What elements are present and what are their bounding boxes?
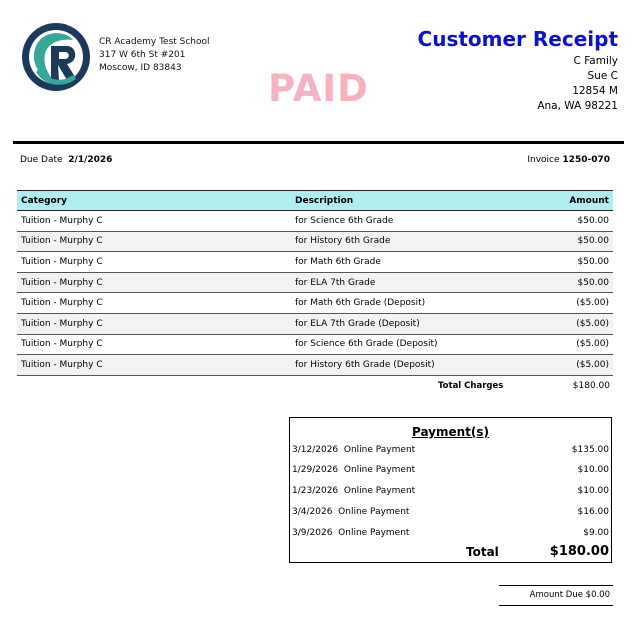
table-row — [17, 313, 613, 334]
total-charges-label: Total Charges — [438, 381, 504, 391]
payment-row — [292, 486, 609, 500]
receipt-title: Customer Receipt — [417, 27, 618, 51]
table-row — [17, 334, 613, 355]
invoice-label: Invoice — [527, 155, 560, 165]
payment-amount: $9.00 — [583, 528, 609, 538]
header-divider — [13, 141, 624, 144]
school-name: CR Academy Test School — [99, 37, 210, 47]
payment-row — [292, 445, 609, 459]
customer-line: C Family — [573, 55, 618, 67]
cell-description: for History 6th Grade — [291, 231, 529, 252]
paid-stamp: PAID — [268, 67, 369, 110]
cell-amount: ($5.00) — [529, 293, 613, 314]
amount-due-label: Amount Due — [529, 590, 583, 600]
cr-logo-icon — [21, 22, 91, 92]
cell-amount: ($5.00) — [529, 355, 613, 376]
column-header-description: Description — [291, 191, 529, 211]
cell-category: Tuition - Murphy C — [17, 272, 291, 293]
invoice-value: 1250-070 — [562, 155, 610, 165]
invoice-number — [527, 155, 610, 165]
customer-line: Sue C — [587, 70, 618, 82]
cell-description: for Science 6th Grade (Deposit) — [291, 334, 529, 355]
amount-due-bottom-rule — [499, 605, 613, 606]
payments-total-value: $180.00 — [549, 544, 609, 559]
payment-row — [292, 528, 609, 542]
cell-description: for History 6th Grade (Deposit) — [291, 355, 529, 376]
school-address-line2: Moscow, ID 83843 — [99, 63, 182, 73]
school-logo — [21, 22, 91, 92]
due-date-value: 2/1/2026 — [68, 155, 113, 165]
payment-method: Online Payment — [343, 445, 416, 455]
cell-description: for ELA 7th Grade — [291, 272, 529, 293]
column-header-category: Category — [17, 191, 291, 211]
column-header-amount: Amount — [529, 191, 613, 211]
payment-amount: $16.00 — [577, 507, 609, 517]
cell-amount: $50.00 — [529, 252, 613, 273]
payments-title: Payment(s) — [411, 425, 490, 439]
payment-date: 3/9/2026 — [292, 528, 333, 538]
payments-box — [289, 417, 612, 563]
table-row — [17, 231, 613, 252]
cell-category: Tuition - Murphy C — [17, 231, 291, 252]
due-date — [20, 155, 112, 165]
payment-row — [292, 465, 609, 479]
cell-description: for ELA 7th Grade (Deposit) — [291, 313, 529, 334]
charges-header-row — [17, 191, 613, 211]
cell-description: for Math 6th Grade — [291, 252, 529, 273]
table-row — [17, 355, 613, 376]
charges-table — [17, 190, 613, 376]
school-address-line1: 317 W 6th St #201 — [99, 50, 186, 60]
cell-amount: $50.00 — [529, 272, 613, 293]
customer-info — [537, 54, 618, 114]
payment-method: Online Payment — [338, 507, 410, 517]
payment-date: 3/4/2026 — [292, 507, 333, 517]
cell-description: for Math 6th Grade (Deposit) — [291, 293, 529, 314]
cell-category: Tuition - Murphy C — [17, 334, 291, 355]
table-row — [17, 252, 613, 273]
table-row — [17, 211, 613, 232]
cell-category: Tuition - Murphy C — [17, 293, 291, 314]
cell-category: Tuition - Murphy C — [17, 355, 291, 376]
total-charges-value: $180.00 — [572, 381, 610, 391]
school-info — [99, 36, 210, 75]
cell-description: for Science 6th Grade — [291, 211, 529, 232]
cell-amount: $50.00 — [529, 231, 613, 252]
payment-date: 3/12/2026 — [292, 445, 339, 455]
payment-row — [292, 507, 609, 521]
payment-amount: $10.00 — [577, 465, 609, 475]
cell-amount: ($5.00) — [529, 334, 613, 355]
payment-amount: $10.00 — [577, 486, 609, 496]
payment-method: Online Payment — [338, 528, 410, 538]
payment-amount: $135.00 — [571, 445, 609, 455]
amount-due-value: $0.00 — [585, 590, 610, 600]
customer-line: 12854 M — [572, 85, 618, 97]
cell-amount: ($5.00) — [529, 313, 613, 334]
payment-date: 1/23/2026 — [292, 486, 339, 496]
table-row — [17, 293, 613, 314]
cell-amount: $50.00 — [529, 211, 613, 232]
cell-category: Tuition - Murphy C — [17, 252, 291, 273]
payment-method: Online Payment — [343, 465, 416, 475]
amount-due — [530, 590, 610, 600]
payments-total-label: Total — [466, 545, 499, 559]
due-date-label: Due Date — [20, 155, 63, 165]
payment-method: Online Payment — [343, 486, 416, 496]
table-row — [17, 272, 613, 293]
customer-line: Ana, WA 98221 — [537, 100, 618, 112]
amount-due-top-rule — [499, 585, 613, 586]
cell-category: Tuition - Murphy C — [17, 211, 291, 232]
cell-category: Tuition - Murphy C — [17, 313, 291, 334]
payment-date: 1/29/2026 — [292, 465, 339, 475]
